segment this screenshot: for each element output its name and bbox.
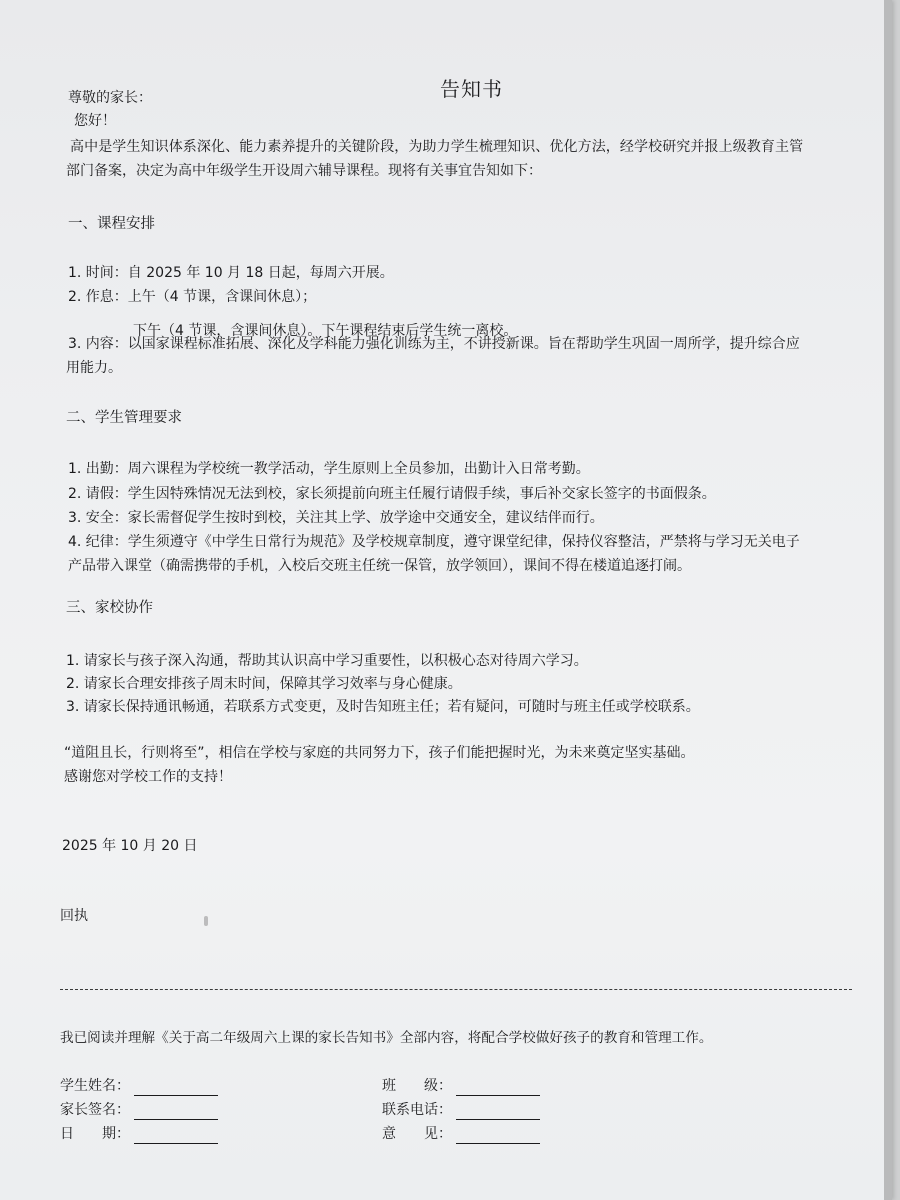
closing-quote: “道阻且长，行则将至”，相信在学校与家庭的共同努力下，孩子们能把握时光，为未来奠定坚实基础。 xyxy=(64,745,695,761)
parent-signature-field[interactable] xyxy=(60,1100,218,1120)
section2-line: 1. 出勤：周六课程为学校统一教学活动，学生原则上全员参加，出勤计入日常考勤。 xyxy=(68,461,590,477)
section3-line: 2. 请家长合理安排孩子周末时间，保障其学习效率与身心健康。 xyxy=(66,676,462,692)
section3-line: 3. 请家长保持通讯畅通，若联系方式变更，及时告知班主任；若有疑问，可随时与班主任或学校联系。 xyxy=(66,699,700,715)
parent-signature-blank[interactable] xyxy=(134,1105,218,1120)
paper-smudge xyxy=(204,916,208,926)
phone-blank[interactable] xyxy=(456,1105,540,1120)
phone-label: 联系电话： xyxy=(382,1102,452,1118)
section-heading-3: 三、家校协作 xyxy=(66,600,153,616)
section1-line: 3. 内容：以国家课程标准拓展、深化及学科能力强化训练为主，不讲授新课。旨在帮助学生巩固一周所学，提升综合应 xyxy=(68,336,800,352)
section1-line: 2. 作息：上午（4 节课，含课间休息）； xyxy=(68,289,317,305)
section2-line: 4. 纪律：学生须遵守《中学生日常行为规范》及学校规章制度，遵守课堂纪律，保持仪容整洁，严禁将与学习无关电子 xyxy=(68,534,800,550)
date-blank[interactable] xyxy=(134,1129,218,1144)
intro-line-1: 高中是学生知识体系深化、能力素养提升的关键阶段，为助力学生梳理知识、优化方法，经学校研究并报上级教育主管 xyxy=(70,139,804,155)
opinion-field[interactable] xyxy=(382,1124,540,1144)
section2-line: 3. 安全：家长需督促学生按时到校，关注其上学、放学途中交通安全，建议结伴而行。 xyxy=(68,510,604,526)
phone-field[interactable] xyxy=(382,1100,540,1120)
class-label: 班 级： xyxy=(382,1078,452,1094)
parent-signature-label: 家长签名： xyxy=(60,1102,130,1118)
document-date: 2025 年 10 月 20 日 xyxy=(62,838,198,854)
class-field[interactable] xyxy=(382,1076,540,1096)
student-name-field[interactable] xyxy=(60,1076,218,1096)
salutation: 您好！ xyxy=(74,113,116,129)
document-title: 告知书 xyxy=(440,77,503,101)
intro-line-2: 部门备案，决定为高中年级学生开设周六辅导课程。现将有关事宜告知如下： xyxy=(66,163,542,179)
student-name-label: 学生姓名： xyxy=(60,1078,130,1094)
section1-line: 1. 时间：自 2025 年 10 月 18 日起，每周六开展。 xyxy=(68,265,394,281)
opinion-blank[interactable] xyxy=(456,1129,540,1144)
section2-line: 2. 请假：学生因特殊情况无法到校，家长须提前向班主任履行请假手续，事后补交家长签字的书面假条。 xyxy=(68,486,716,502)
section1-line: 下午（4 节课，含课间休息）。下午课程结束后学生统一离校。 xyxy=(133,323,518,339)
section3-line: 1. 请家长与孩子深入沟通，帮助其认识高中学习重要性，以积极心态对待周六学习。 xyxy=(66,653,588,669)
class-blank[interactable] xyxy=(456,1081,540,1096)
receipt-statement: 我已阅读并理解《关于高二年级周六上课的家长告知书》全部内容，将配合学校做好孩子的教育和管理工作。 xyxy=(60,1030,713,1046)
receipt-heading: 回执 xyxy=(60,908,88,924)
opinion-label: 意 见： xyxy=(382,1126,452,1142)
section1-line: 用能力。 xyxy=(66,360,122,376)
section2-line: 产品带入课堂（确需携带的手机，入校后交班主任统一保管，放学领回），课间不得在楼道追逐打闹。 xyxy=(68,558,691,574)
date-label: 日 期： xyxy=(60,1126,130,1142)
paper-edge-shadow xyxy=(884,0,892,1200)
greeting: 尊敬的家长： xyxy=(68,90,152,106)
cut-line xyxy=(60,989,852,990)
section-heading-2: 二、学生管理要求 xyxy=(66,410,182,426)
student-name-blank[interactable] xyxy=(134,1081,218,1096)
date-field[interactable] xyxy=(60,1124,218,1144)
closing-thanks: 感谢您对学校工作的支持！ xyxy=(64,769,232,785)
section-heading-1: 一、课程安排 xyxy=(68,216,155,232)
